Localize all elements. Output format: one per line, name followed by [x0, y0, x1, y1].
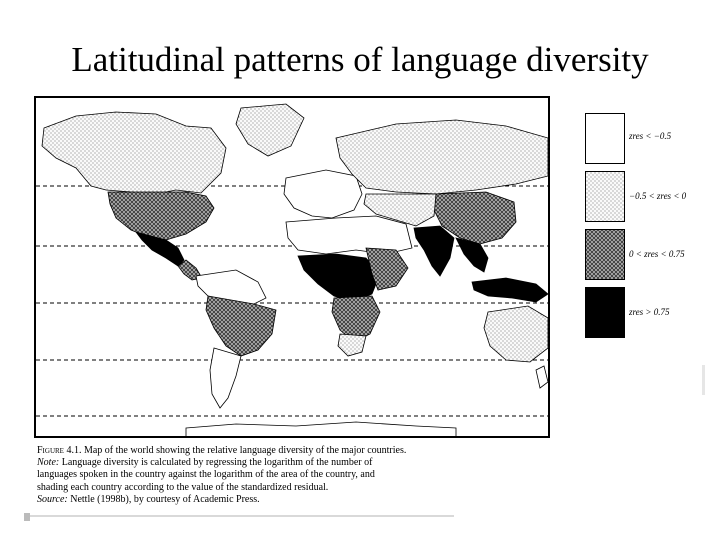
region-north-africa [286, 216, 412, 254]
legend-label-dots: −0.5 < zres < 0 [629, 191, 687, 201]
caption-source-line [37, 494, 507, 506]
region-russia [336, 120, 548, 194]
caption-figure-line [37, 445, 507, 457]
figure-caption [37, 445, 507, 506]
region-canada [42, 112, 226, 194]
caption-source-text: Nettle (1998b), by courtesy of Academic Press. [70, 493, 260, 505]
caption-note-text-2: shading each country according to the value of the standardized residual. [37, 481, 329, 493]
legend-label-crosshatch: 0 < zres < 0.75 [629, 249, 685, 259]
region-brazil [206, 296, 276, 356]
legend-swatch-dots [585, 171, 625, 222]
region-antarctica [186, 422, 456, 438]
caption-note-line [37, 457, 507, 469]
legend-label-black: zres > 0.75 [629, 307, 670, 317]
map-legend [585, 113, 710, 343]
region-usa [108, 192, 214, 240]
legend-swatch-white [585, 113, 625, 164]
world-map [34, 96, 550, 438]
region-central-africa [298, 254, 380, 302]
scan-artifact-bar [24, 515, 454, 517]
region-south-america-north [196, 270, 266, 304]
scan-artifact-corner [24, 513, 30, 521]
caption-figure-text: Map of the world showing the relative language diversity of the major countries. [83, 445, 407, 456]
region-new-zealand [536, 366, 548, 388]
region-greenland [236, 104, 304, 156]
caption-figure-label: Figure 4.1. [37, 445, 82, 456]
region-southern-cone [210, 348, 241, 408]
legend-label-white: zres < −0.5 [629, 131, 672, 141]
caption-note-text-1: languages spoken in the country against the logarithm of the area of the country, and [37, 469, 375, 481]
scan-artifact-edge [702, 365, 705, 395]
legend-swatch-crosshatch [585, 229, 625, 280]
region-india [414, 226, 454, 276]
region-indonesia [472, 278, 548, 302]
region-south-africa [338, 334, 366, 356]
region-australia [484, 306, 548, 362]
legend-swatch-black [585, 287, 625, 338]
caption-source-label: Source: [37, 493, 68, 505]
region-europe [284, 170, 362, 218]
caption-note-text-0: Language diversity is calculated by regressing the logarithm of the number of [61, 457, 373, 469]
caption-note-label: Note: [37, 457, 60, 469]
slide-title: Latitudinal patterns of language diversity [71, 40, 649, 79]
